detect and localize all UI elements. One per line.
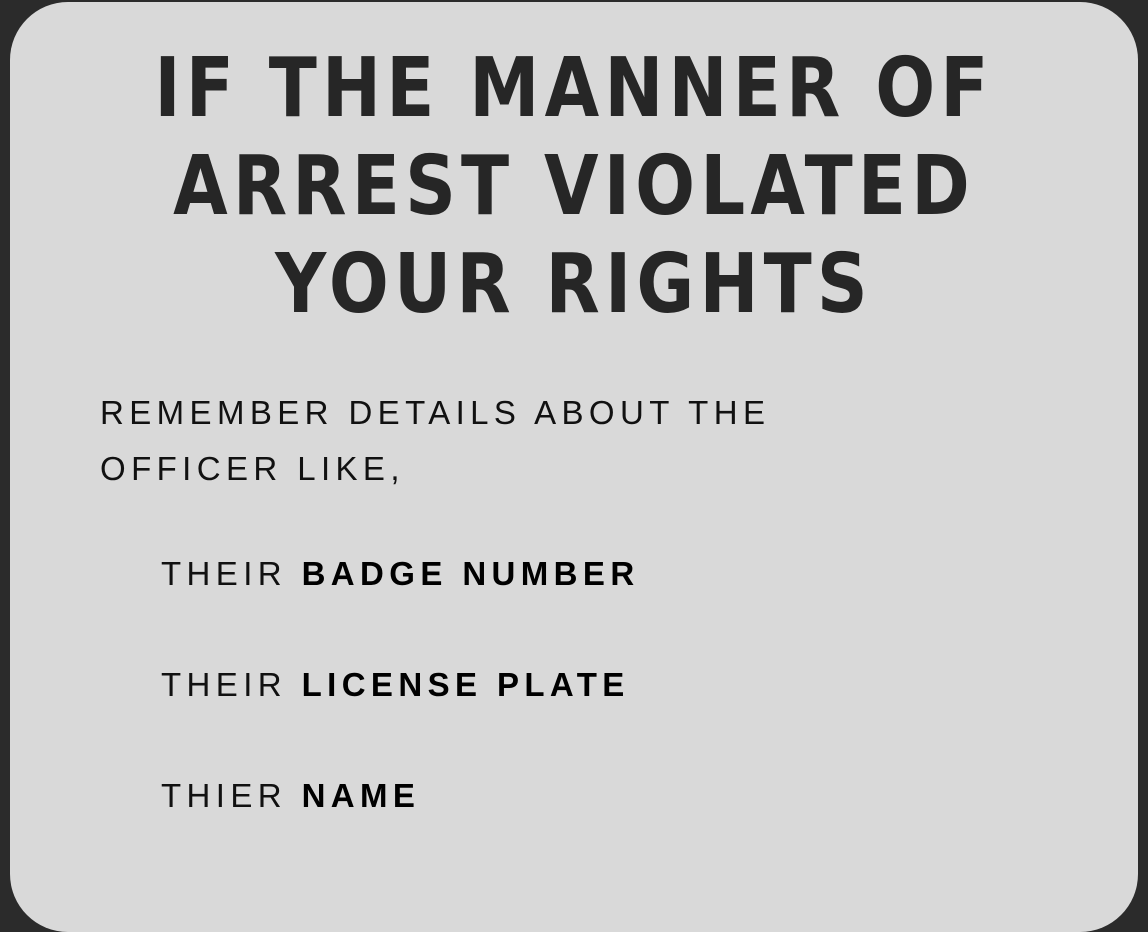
intro-line-1: REMEMBER DETAILS ABOUT THE bbox=[100, 394, 771, 431]
detail-emphasis: BADGE NUMBER bbox=[301, 555, 640, 592]
intro-line-2: OFFICER LIKE, bbox=[100, 450, 405, 487]
detail-item-badge-number bbox=[161, 548, 640, 659]
detail-prefix: THIER bbox=[161, 777, 302, 814]
detail-prefix: THEIR bbox=[161, 555, 302, 592]
intro-text bbox=[100, 385, 1000, 497]
headline bbox=[80, 40, 1067, 334]
detail-item-license-plate bbox=[161, 659, 640, 770]
detail-emphasis: NAME bbox=[301, 777, 421, 814]
detail-item-name bbox=[161, 770, 640, 881]
detail-list bbox=[161, 548, 640, 881]
headline-line-2: ARREST VIOLATED bbox=[173, 139, 975, 234]
headline-line-3: YOUR RIGHTS bbox=[275, 237, 873, 332]
detail-prefix: THEIR bbox=[161, 666, 302, 703]
detail-emphasis: LICENSE PLATE bbox=[301, 666, 630, 703]
headline-line-1: IF THE MANNER OF bbox=[154, 41, 994, 136]
